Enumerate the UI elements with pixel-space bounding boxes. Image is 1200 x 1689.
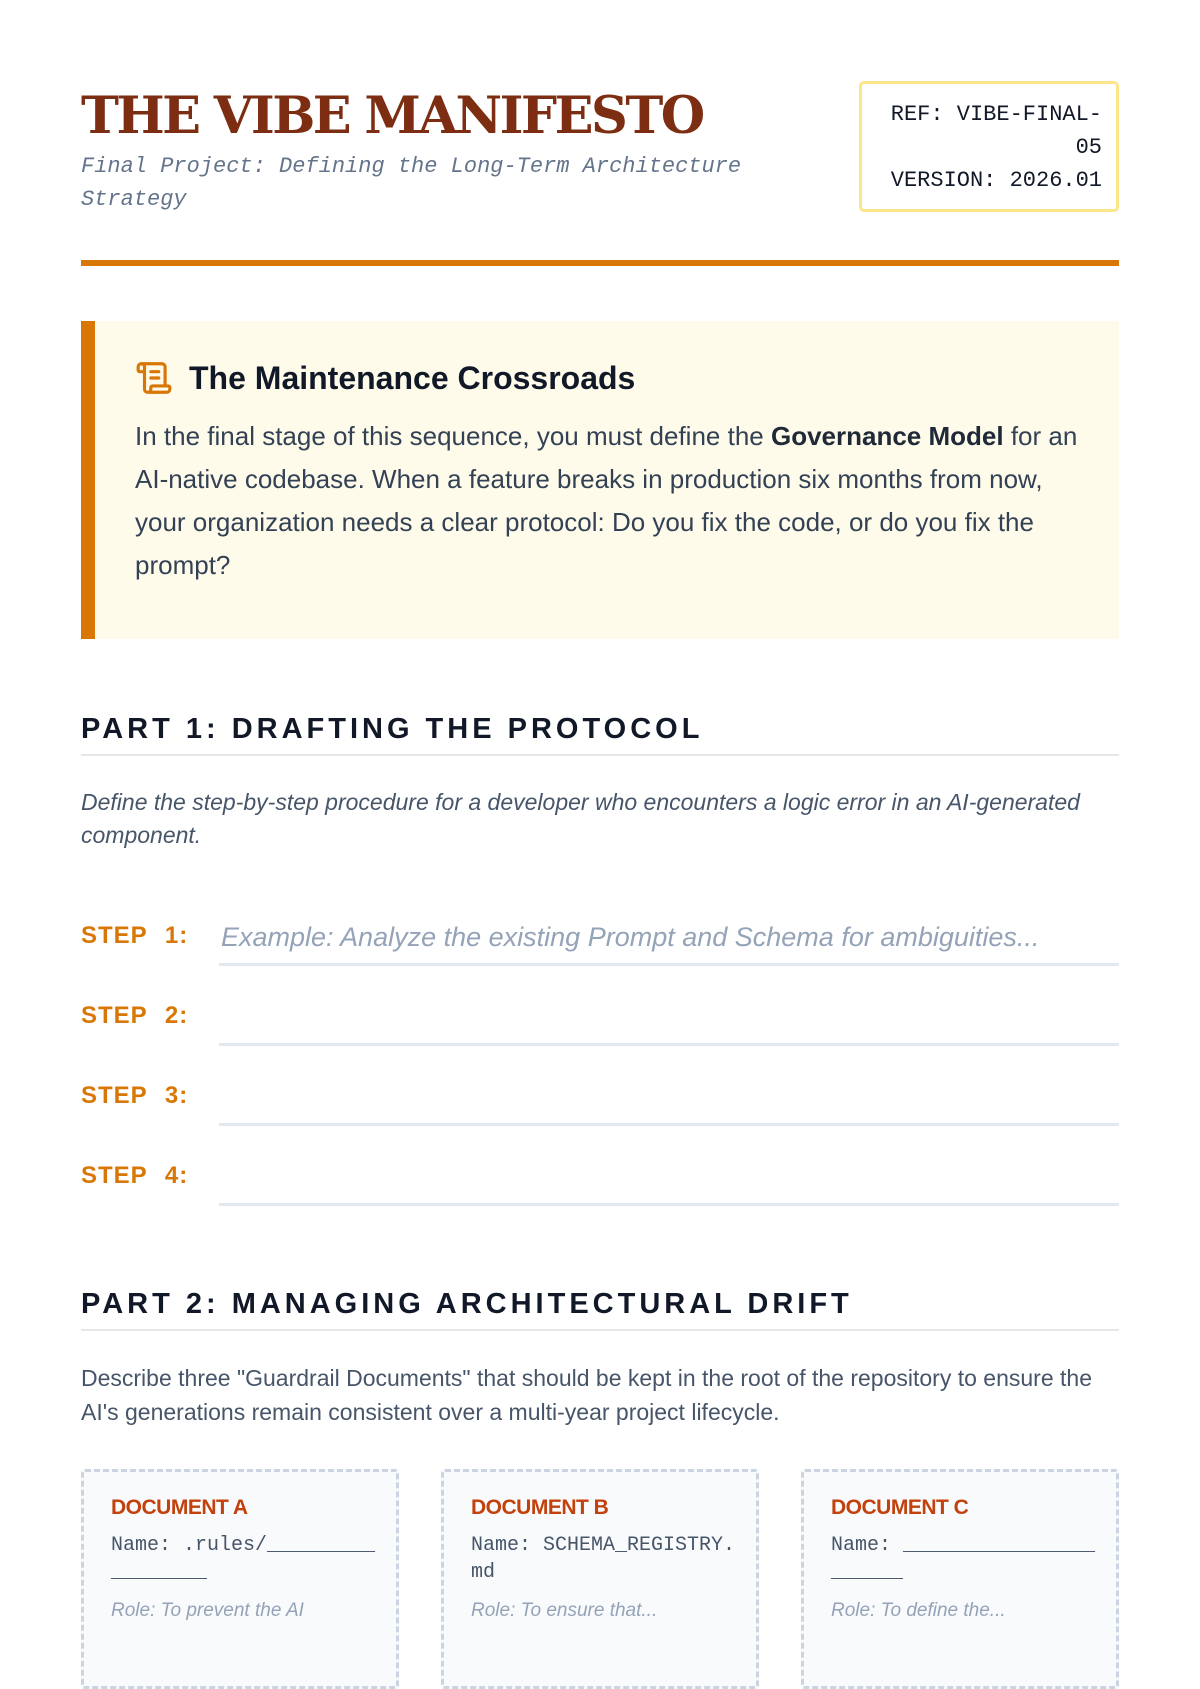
document-role: Role: To prevent the AI — [111, 1600, 304, 1621]
step-row — [81, 966, 1119, 1046]
part2-title: PART 2: MANAGING ARCHITECTURAL DRIFT — [81, 1288, 1119, 1331]
step-row — [81, 1126, 1119, 1206]
document-name: Name: .rules/_________________ — [111, 1534, 376, 1584]
part2-description: Describe three "Guardrail Documents" that should be kept in the root of the repository to ensure the AI's generations remain consistent over a multi-year project lifecycle. — [81, 1365, 1092, 1425]
document-name: Name: SCHEMA_REGISTRY.md — [471, 1534, 736, 1584]
title-block — [81, 86, 801, 216]
step-label: STEP 3: — [81, 1082, 189, 1109]
step-1-input[interactable] — [219, 922, 1119, 953]
document-title: DOCUMENT B — [471, 1496, 609, 1519]
callout-title: The Maintenance Crossroads — [189, 359, 636, 396]
protocol-steps — [81, 886, 1119, 1206]
reference-box — [859, 81, 1119, 212]
step-4-input[interactable] — [219, 1162, 1119, 1193]
step-row — [81, 1046, 1119, 1126]
scroll-icon — [135, 359, 173, 397]
callout-header — [135, 359, 1079, 397]
guardrail-documents — [81, 1469, 1119, 1689]
document-card[interactable] — [801, 1469, 1119, 1689]
version-label: VERSION: 2026.01 — [890, 168, 1102, 193]
intro-callout — [81, 321, 1119, 639]
callout-emphasis: Governance Model — [770, 421, 1004, 451]
header-divider — [81, 260, 1119, 266]
document-name: Name: ______________________ — [831, 1534, 1096, 1584]
step-line — [219, 1158, 1119, 1206]
part2-section — [81, 1288, 1119, 1689]
page-subtitle: Final Project: Defining the Long-Term Architecture Strategy — [81, 154, 742, 212]
step-line — [219, 918, 1119, 966]
part1-description: Define the step-by-step procedure for a developer who encounters a logic error in an AI-generated component. — [81, 789, 1080, 848]
step-line — [219, 1078, 1119, 1126]
document-card[interactable] — [441, 1469, 759, 1689]
step-row — [81, 886, 1119, 966]
reference-code: REF: VIBE-FINAL-05 — [890, 102, 1102, 160]
document-role: Role: To ensure that... — [471, 1600, 658, 1621]
step-label: STEP 2: — [81, 1002, 189, 1029]
part1-section — [81, 713, 1119, 1206]
callout-text-end: for an AI-native codebase. When a feature breaks in production six months from now, your organization needs a clear protocol: Do you fix the code, or do you fix the prompt? — [135, 421, 1078, 580]
step-2-input[interactable] — [219, 1002, 1119, 1033]
step-3-input[interactable] — [219, 1082, 1119, 1113]
callout-text-start: In the final stage of this sequence, you must define the — [135, 421, 771, 451]
document-role: Role: To define the... — [831, 1600, 1006, 1621]
document-title: DOCUMENT C — [831, 1496, 969, 1519]
document-title: DOCUMENT A — [111, 1496, 248, 1519]
step-line — [219, 998, 1119, 1046]
part1-title: PART 1: DRAFTING THE PROTOCOL — [81, 713, 1119, 756]
step-label: STEP 4: — [81, 1162, 189, 1189]
step-label: STEP 1: — [81, 922, 189, 949]
callout-body — [135, 415, 1079, 587]
page-title: THE VIBE MANIFESTO — [81, 86, 703, 146]
document-card[interactable] — [81, 1469, 399, 1689]
header — [81, 0, 1119, 216]
